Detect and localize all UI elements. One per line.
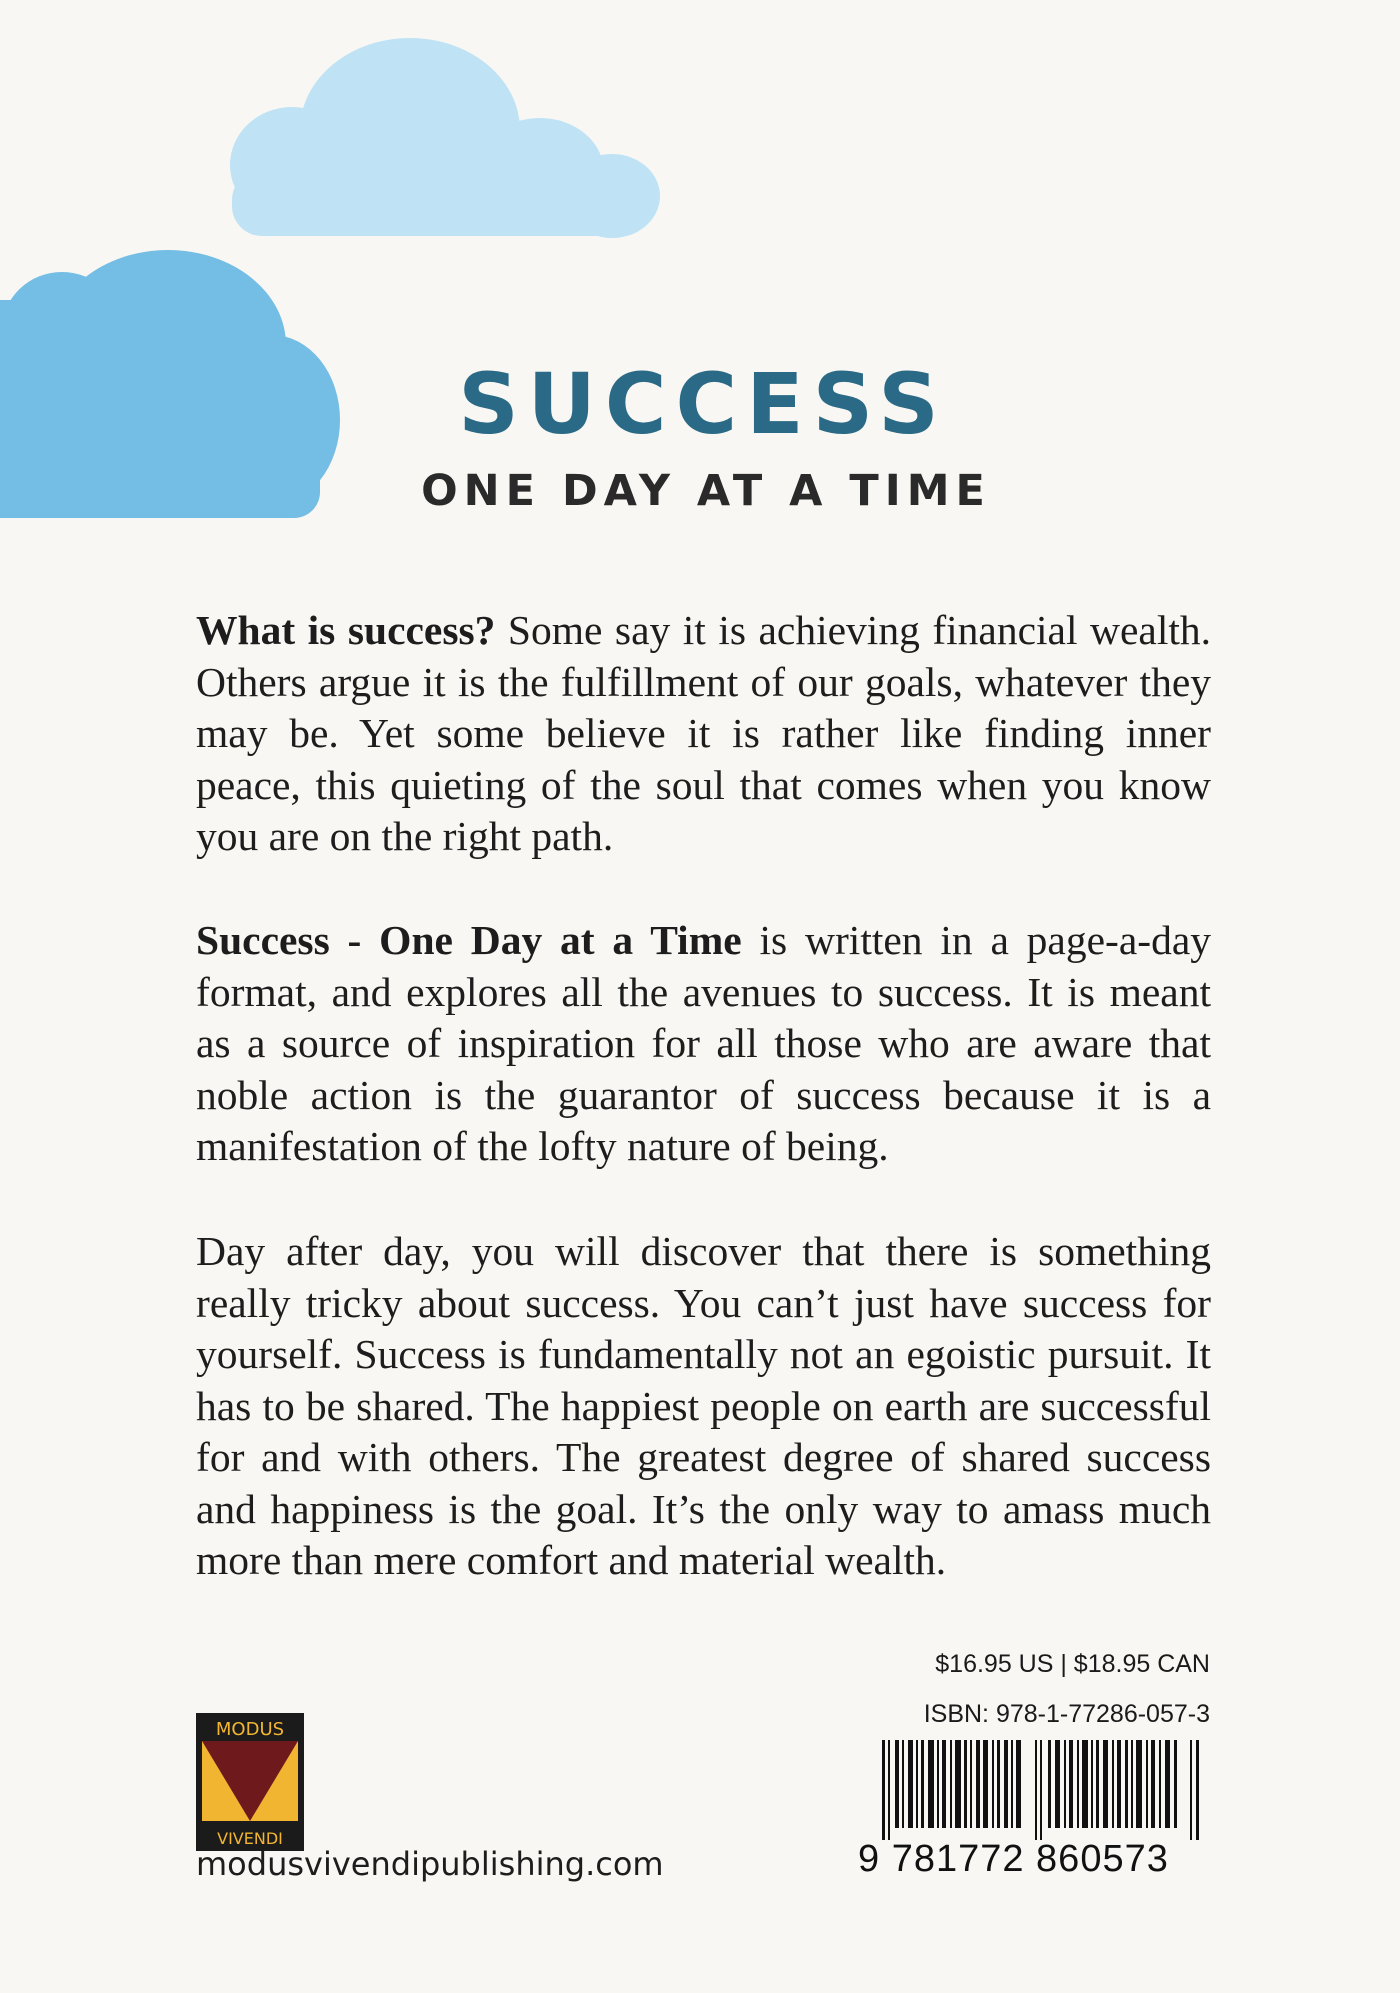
paragraph-1-lead: What is success?: [196, 607, 496, 653]
paragraph-1-text: Some say it is achieving financial wealth. Others argue it is the fulfillment of our goals, whatever they may be. Yet some believe it is rather like finding inner peace, this quieting of the soul that comes when you know you are on the right path.: [196, 607, 1211, 859]
logo-text-bottom: VIVENDI: [217, 1829, 283, 1848]
barcode: [880, 1740, 1210, 1842]
barcode-digits: 9 781772 860573: [858, 1838, 1169, 1880]
light-cloud: [230, 38, 660, 238]
paragraph-1: [196, 605, 1211, 863]
book-subtitle: ONE DAY AT A TIME: [421, 466, 991, 516]
logo-text-top: MODUS: [215, 1719, 285, 1740]
paragraph-2: [196, 915, 1211, 1173]
price-label: $16.95 US | $18.95 CAN: [935, 1650, 1210, 1678]
book-title: SUCCESS: [458, 355, 948, 453]
isbn-label: ISBN: 978-1-77286-057-3: [923, 1700, 1210, 1728]
publisher-logo: [196, 1713, 304, 1851]
paragraph-3: Day after day, you will discover that there is something really tricky about success. You can’t just have success for yourself. Success is fundamentally not an egoistic pursuit. It has to be shared. The happiest people on earth are successful for and with others. The greatest degree of shared success and happiness is the goal. It’s the only way to amass much more than mere comfort and material wealth.: [196, 1228, 1211, 1583]
paragraph-2-text: is written in a page-a-day format, and explores all the avenues to success. It is meant as a source of inspiration for all those who are aware that noble action is the guarantor of success because it is a manifestation of the lofty nature of being.: [196, 917, 1211, 1169]
paragraph-2-lead: Success - One Day at a Time: [196, 917, 742, 963]
clouds-illustration: [0, 0, 700, 540]
publisher-website: modusvivendipublishing.com: [196, 1845, 664, 1883]
